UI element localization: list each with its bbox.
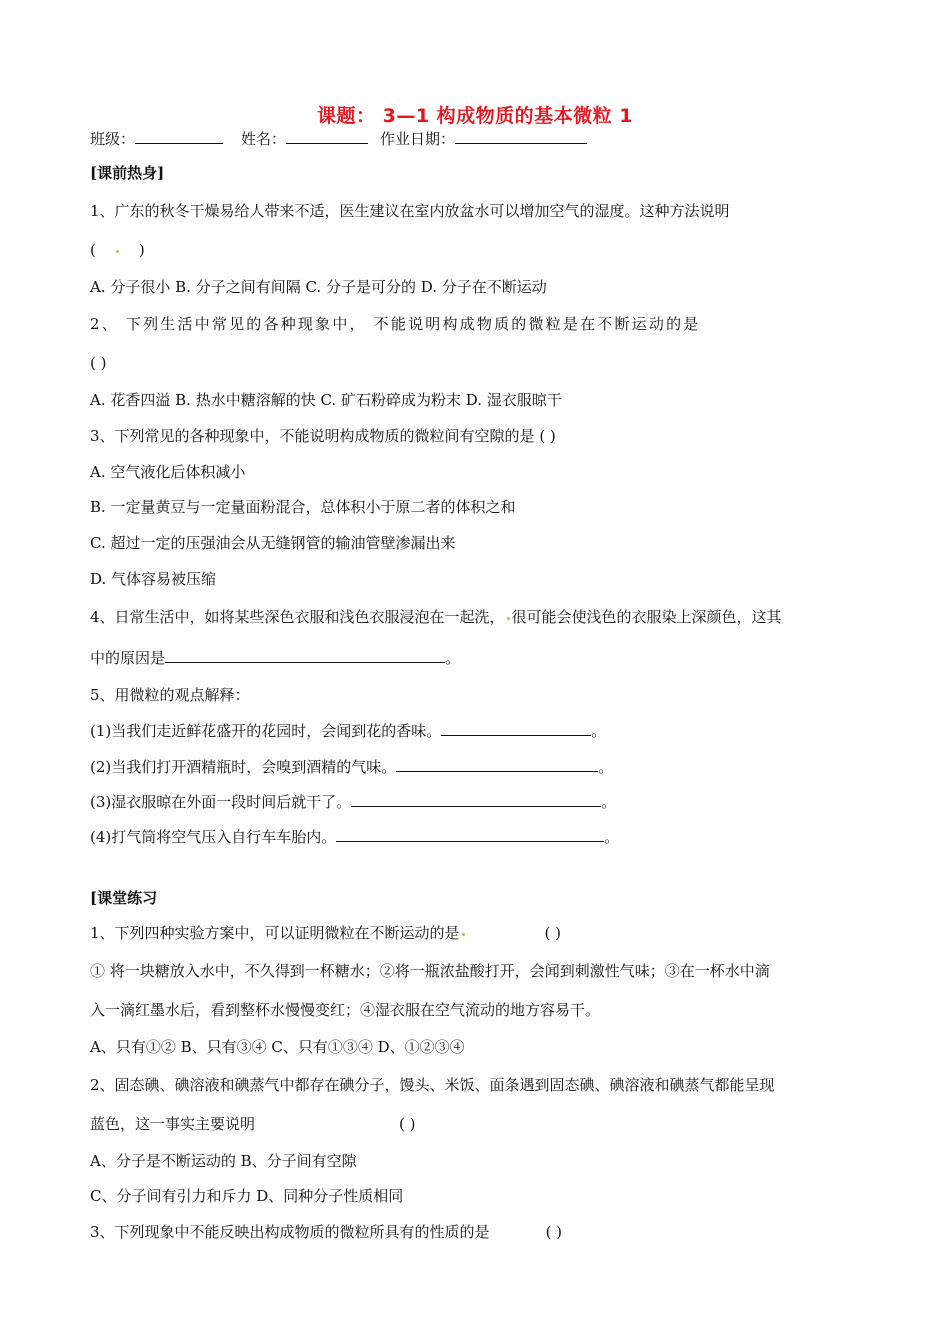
practice-q3-stem-row bbox=[90, 1222, 562, 1242]
q4-answer-suffix: 。 bbox=[445, 649, 461, 667]
warmup-q4-stem bbox=[90, 607, 782, 627]
q5-answer-field-2[interactable] bbox=[396, 757, 598, 772]
class-label: 班级： bbox=[90, 130, 136, 148]
practice-heading: [课堂练习 bbox=[90, 889, 158, 907]
practice-q2-options-ab: A、分子是不断运动的 B、分子间有空隙 bbox=[90, 1152, 357, 1170]
practice-q2-stem-end: 蓝色，这一事实主要说明 bbox=[90, 1115, 256, 1133]
practice-q3-number: 3 bbox=[90, 1223, 100, 1241]
q5-item-1-end: 。 bbox=[591, 722, 607, 740]
q5-answer-field-3[interactable] bbox=[351, 792, 601, 807]
speck-mark bbox=[462, 933, 465, 936]
warmup-q2-stem: 2、 下列生活中常见的各种现象中， 不能说明构成物质的微粒是在不断运动的是 bbox=[90, 315, 701, 333]
q5-answer-field-1[interactable] bbox=[441, 721, 591, 736]
paren-open: ( bbox=[90, 241, 96, 259]
q5-item-3-end: 。 bbox=[601, 793, 617, 811]
class-field[interactable] bbox=[135, 129, 223, 144]
date-field[interactable] bbox=[455, 129, 587, 144]
warmup-q2-paren: ( ) bbox=[90, 354, 107, 372]
warmup-q3-stem: 3、下列常见的各种现象中，不能说明构成物质的微粒间有空隙的是 ( ) bbox=[90, 427, 556, 445]
warmup-q5-item-4 bbox=[90, 827, 619, 847]
practice-q1-paren: ( ) bbox=[544, 924, 562, 942]
warmup-q5-item-3 bbox=[90, 792, 616, 812]
student-info-row bbox=[90, 129, 587, 149]
q5-answer-field-4[interactable] bbox=[336, 827, 604, 842]
q5-item-2-text: (2)当我们打开酒精瓶时，会嗅到酒精的气味。 bbox=[90, 758, 397, 776]
practice-q1-options: A、只有①② B、只有③④ C、只有①③④ D、①②③④ bbox=[90, 1038, 465, 1056]
q5-item-2-end: 。 bbox=[598, 758, 614, 776]
speck-mark bbox=[507, 617, 510, 620]
warmup-q1-stem: 1、广东的秋冬干燥易给人带来不适，医生建议在室内放盆水可以增加空气的湿度。这种方法说明 bbox=[90, 202, 730, 220]
warmup-q4-answer-row bbox=[90, 648, 460, 668]
name-label: 姓名： bbox=[241, 130, 287, 148]
date-label: 作业日期： bbox=[380, 130, 456, 148]
warmup-q1-paren bbox=[90, 240, 145, 260]
practice-q2-paren: ( ) bbox=[399, 1115, 416, 1133]
page-title: 课题： 3—1 构成物质的基本微粒 1 bbox=[316, 105, 633, 127]
q5-item-4-text: (4)打气筒将空气压入自行车车胎内。 bbox=[90, 828, 337, 846]
practice-q3-paren: ( ) bbox=[545, 1223, 563, 1241]
practice-q1-line-1: ① 将一块糖放入水中，不久得到一杯糖水；②将一瓶浓盐酸打开，会闻到刺激性气味；③在一杯水中滴 bbox=[90, 962, 770, 980]
q4-answer-field[interactable] bbox=[165, 648, 445, 663]
practice-q2-line-1: 2、固态碘、碘溶液和碘蒸气中都存在碘分子，馒头、米饭、面条遇到固态碘、碘溶液和碘蒸气都能呈现 bbox=[90, 1076, 775, 1094]
warmup-q2-options: A. 花香四溢 B. 热水中糖溶解的快 C. 矿石粉碎成为粉末 D. 湿衣服晾干 bbox=[90, 391, 562, 409]
name-field[interactable] bbox=[286, 129, 368, 144]
paren-close: ) bbox=[138, 241, 145, 259]
speck-mark bbox=[116, 250, 119, 253]
warmup-q3-option-c: C. 超过一定的压强油会从无缝钢管的输油管壁渗漏出来 bbox=[90, 534, 456, 552]
warmup-q3-option-a: A. 空气液化后体积减小 bbox=[90, 463, 246, 481]
warmup-q5-item-2 bbox=[90, 757, 613, 777]
q4-stem-part-a: 4、日常生活中，如将某些深色衣服和浅色衣服浸泡在一起洗， bbox=[90, 608, 505, 626]
warmup-heading: [课前热身] bbox=[90, 164, 165, 182]
q4-stem-part-b: 很可能会使浅色的衣服染上深颜色，这其 bbox=[511, 608, 782, 626]
warmup-q1-options: A. 分子很小 B. 分子之间有间隔 C. 分子是可分的 D. 分子在不断运动 bbox=[90, 278, 547, 296]
warmup-q5-stem: 5、用微粒的观点解释： bbox=[90, 686, 250, 704]
practice-q3-stem: 、下列现象中不能反映出构成物质的微粒所具有的性质的是 bbox=[99, 1223, 490, 1241]
warmup-q3-option-b: B. 一定量黄豆与一定量面粉混合，总体积小于原二者的体积之和 bbox=[90, 498, 516, 516]
q4-answer-prefix: 中的原因是 bbox=[90, 649, 166, 667]
practice-q1-stem: 1、下列四种实验方案中，可以证明微粒在不断运动的是 bbox=[90, 924, 460, 942]
practice-q1-stem-row bbox=[90, 923, 561, 943]
q5-item-3-text: (3)湿衣服晾在外面一段时间后就干了。 bbox=[90, 793, 352, 811]
practice-q2-options-cd: C、分子间有引力和斥力 D、同种分子性质相同 bbox=[90, 1187, 404, 1205]
q5-item-4-end: 。 bbox=[604, 828, 620, 846]
practice-q2-line-2 bbox=[90, 1114, 416, 1134]
q5-item-1-text: (1)当我们走近鲜花盛开的花园时，会闻到花的香味。 bbox=[90, 722, 442, 740]
warmup-q5-item-1 bbox=[90, 721, 606, 741]
practice-q1-line-2: 入一滴红墨水后，看到整杯水慢慢变红；④湿衣服在空气流动的地方容易干。 bbox=[90, 1001, 601, 1019]
warmup-q3-option-d: D. 气体容易被压缩 bbox=[90, 570, 217, 588]
